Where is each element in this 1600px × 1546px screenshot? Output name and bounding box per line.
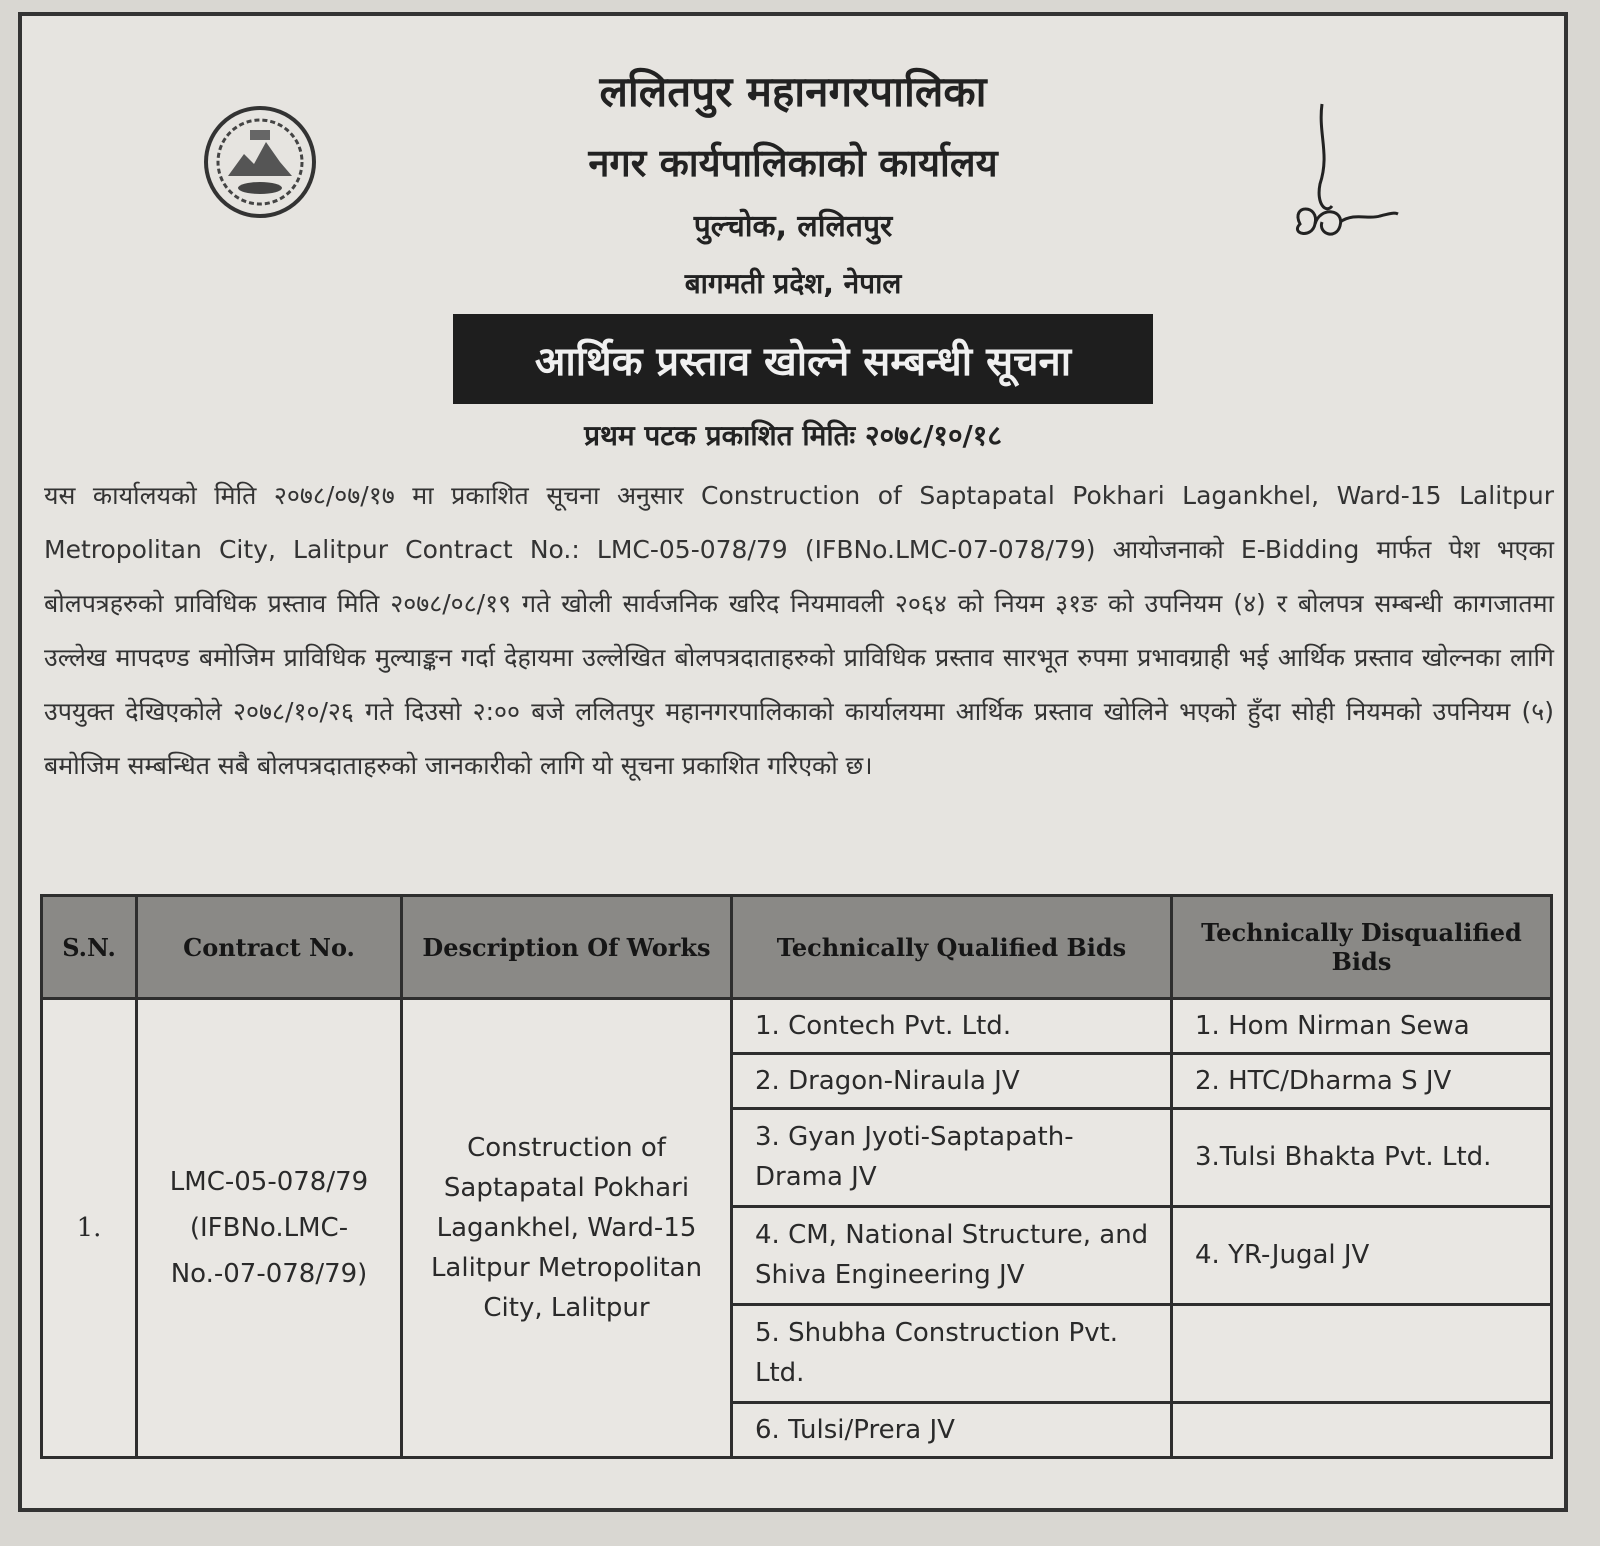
qualified-bid: 2. Dragon-Niraula JV	[732, 1053, 1172, 1108]
col-header-qualified: Technically Qualified Bids	[732, 896, 1172, 999]
disqualified-bid: 1. Hom Nirman Sewa	[1172, 999, 1552, 1054]
col-header-description: Description Of Works	[402, 896, 732, 999]
table-row	[42, 999, 1552, 1054]
row-contract-no: LMC-05-078/79 (IFBNo.LMC-No.-07-078/79)	[137, 999, 402, 1458]
disqualified-bid: 4. YR-Jugal JV	[1172, 1206, 1552, 1304]
qualified-bid: 3. Gyan Jyoti-Saptapath-Drama JV	[732, 1108, 1172, 1206]
bids-table	[40, 894, 1553, 1459]
row-description: Construction of Saptapatal Pokhari Lagankhel, Ward-15 Lalitpur Metropolitan City, Lalitpur	[402, 999, 732, 1458]
disqualified-bid	[1172, 1403, 1552, 1458]
office-province: बागमती प्रदेश, नेपाल	[684, 267, 902, 300]
notice-body: यस कार्यालयको मिति २०७८/०७/१७ मा प्रकाशित सूचना अनुसार Construction of Saptapatal Pokhari Lagankhel, Ward-15 Lalitpur Metropolitan City, Lalitpur Contract No.: LMC-05-078/79 (IFBNo.LMC-07-078/79) आयोजनाको E-Bidding मार्फत पेश भएका बोलपत्रहरुको प्राविधिक प्रस्ताव मिति २०७८/०८/१९ गते खोली सार्वजनिक खरिद नियमावली २०६४ को नियम ३१ङ को उपनियम (४) र बोलपत्र सम्बन्धी कागजातमा उल्लेख मापदण्ड बमोजिम प्राविधिक मुल्याङ्कन गर्दा देहायमा उल्लेखित बोलपत्रदाताहरुको प्राविधिक प्रस्ताव सारभूत रुपमा प्रभावग्राही भई आर्थिक प्रस्ताव खोल्नका लागि उपयुक्त देखिएकोले २०७८/१०/२६ गते दिउसो २:०० बजे ललितपुर महानगरपालिकाको कार्यालयमा आर्थिक प्रस्ताव खोलिने भएको हुँदा सोही नियमको उपनियम (५) बमोजिम सम्बन्धित सबै बोलपत्रदाताहरुको जानकारीको लागि यो सूचना प्रकाशित गरिएको छ।	[44, 481, 1554, 780]
table-header-row	[42, 896, 1552, 999]
qualified-bid: 4. CM, National Structure, and Shiva Engineering JV	[732, 1206, 1172, 1304]
disqualified-bid: 2. HTC/Dharma S JV	[1172, 1053, 1552, 1108]
office-name: नगर कार्यपालिकाको कार्यालय	[588, 141, 998, 185]
publication-date: प्रथम पटक प्रकाशित मितिः २०७८/१०/१८	[584, 419, 1002, 452]
qualified-bid: 1. Contech Pvt. Ltd.	[732, 999, 1172, 1054]
disqualified-bid	[1172, 1304, 1552, 1402]
office-location: पुल्चोक, ललितपुर	[693, 209, 893, 244]
row-sn: 1.	[42, 999, 137, 1458]
col-header-disqualified: Technically Disqualified Bids	[1172, 896, 1552, 999]
col-header-sn: S.N.	[42, 896, 137, 999]
qualified-bid: 6. Tulsi/Prera JV	[732, 1403, 1172, 1458]
notice-title-banner: आर्थिक प्रस्ताव खोल्ने सम्बन्धी सूचना	[453, 314, 1153, 404]
disqualified-bid: 3.Tulsi Bhakta Pvt. Ltd.	[1172, 1108, 1552, 1206]
org-name: ललितपुर महानगरपालिका	[599, 67, 987, 116]
notice-page	[18, 12, 1568, 1512]
qualified-bid: 5. Shubha Construction Pvt. Ltd.	[732, 1304, 1172, 1402]
col-header-contract: Contract No.	[137, 896, 402, 999]
